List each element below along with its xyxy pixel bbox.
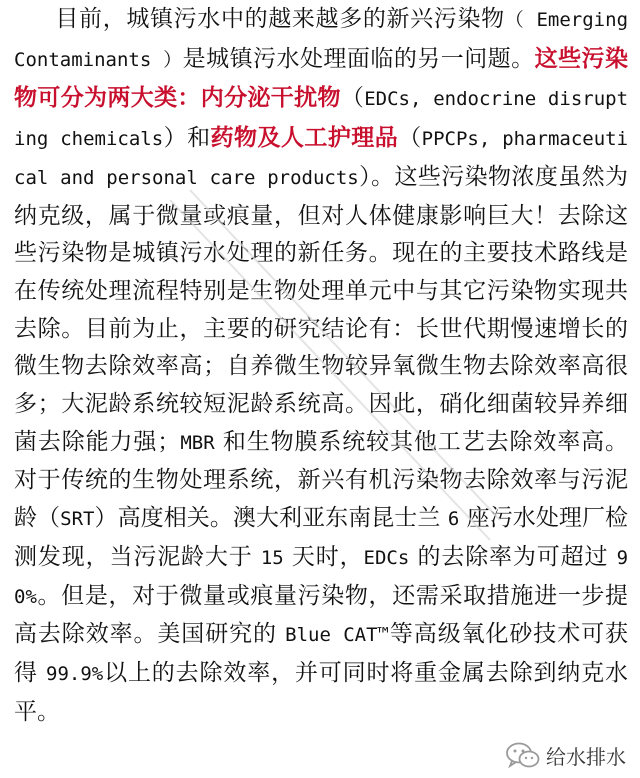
text-run: ）高度相关。澳大利亚东南昆士兰 <box>94 505 448 532</box>
highlight-category-edcs: 这些污染物可分为两大类：内分泌干扰物 <box>14 44 628 112</box>
text-run-latin: EDCs, endocrine disrupting chemicals <box>14 88 628 151</box>
text-run: 的去除率为可超过 <box>409 543 617 570</box>
text-run-latin: SRT <box>60 508 95 531</box>
text-run-latin: PPCPs, pharmaceutical and personal care products <box>14 128 628 189</box>
wechat-icon <box>506 742 540 770</box>
text-run-latin: MBR <box>180 431 215 454</box>
watermark-label: 给水排水 <box>546 745 626 769</box>
text-run: 座污水处理厂检测发现，当污泥龄大于 <box>14 505 628 570</box>
body-paragraph <box>14 0 628 731</box>
document-page <box>14 0 628 778</box>
text-run: ）。这些污染物浓度虽然为纳克级，属于微量或痕量，但对人体健康影响巨大！去除这些污染物是城镇污水处理的新任务。现在的主要技术路线是在传统处理流程特别是生物处理单元中与其它污染物实现共去除。目前为止，主要的研究结论有：长世代期慢速增长的微生物去除效率高；自养微生物较异氧微生物去除效率高很多；大泥龄系统较短泥龄系统高。因此，硝化细菌较异养细菌去除能力强； <box>14 163 628 455</box>
text-run-latin: 15 <box>260 546 284 569</box>
text-run: ）和 <box>163 125 211 152</box>
wechat-watermark <box>502 739 632 772</box>
text-run: 和生物膜系统较其他工艺去除效率高。对于传统的生物处理系统，新兴有机污染物去除效率与污泥龄（ <box>14 428 628 532</box>
text-run-latin: 6 <box>447 508 460 531</box>
text-run-latin: 90% <box>14 546 628 608</box>
text-run: 目前，城镇污水中的越来越多的新兴污染物 <box>55 6 505 32</box>
text-run: 天时， <box>283 543 364 570</box>
text-run: 等高级氧化砂技术可获得 <box>14 621 628 686</box>
text-run-latin: （ Emerging Contaminants ） <box>14 9 628 71</box>
text-run: 是城镇污水处理面临的另一问题。 <box>182 45 535 72</box>
text-run-latin: Blue CAT™ <box>285 624 389 647</box>
text-run: 以上的去除效率，并可同时将重金属去除到纳克水平。 <box>14 659 628 725</box>
highlight-category-ppcps: 药物及人工护理品 <box>210 124 399 152</box>
text-run-latin: EDCs <box>363 546 410 569</box>
text-run: 。但是，对于微量或痕量污染物，还需采取措施进一步提高去除效率。美国研究的 <box>14 582 628 648</box>
text-run: （ <box>398 125 422 152</box>
text-run-latin: 99.9% <box>46 662 104 685</box>
text-run: （ <box>340 85 365 112</box>
